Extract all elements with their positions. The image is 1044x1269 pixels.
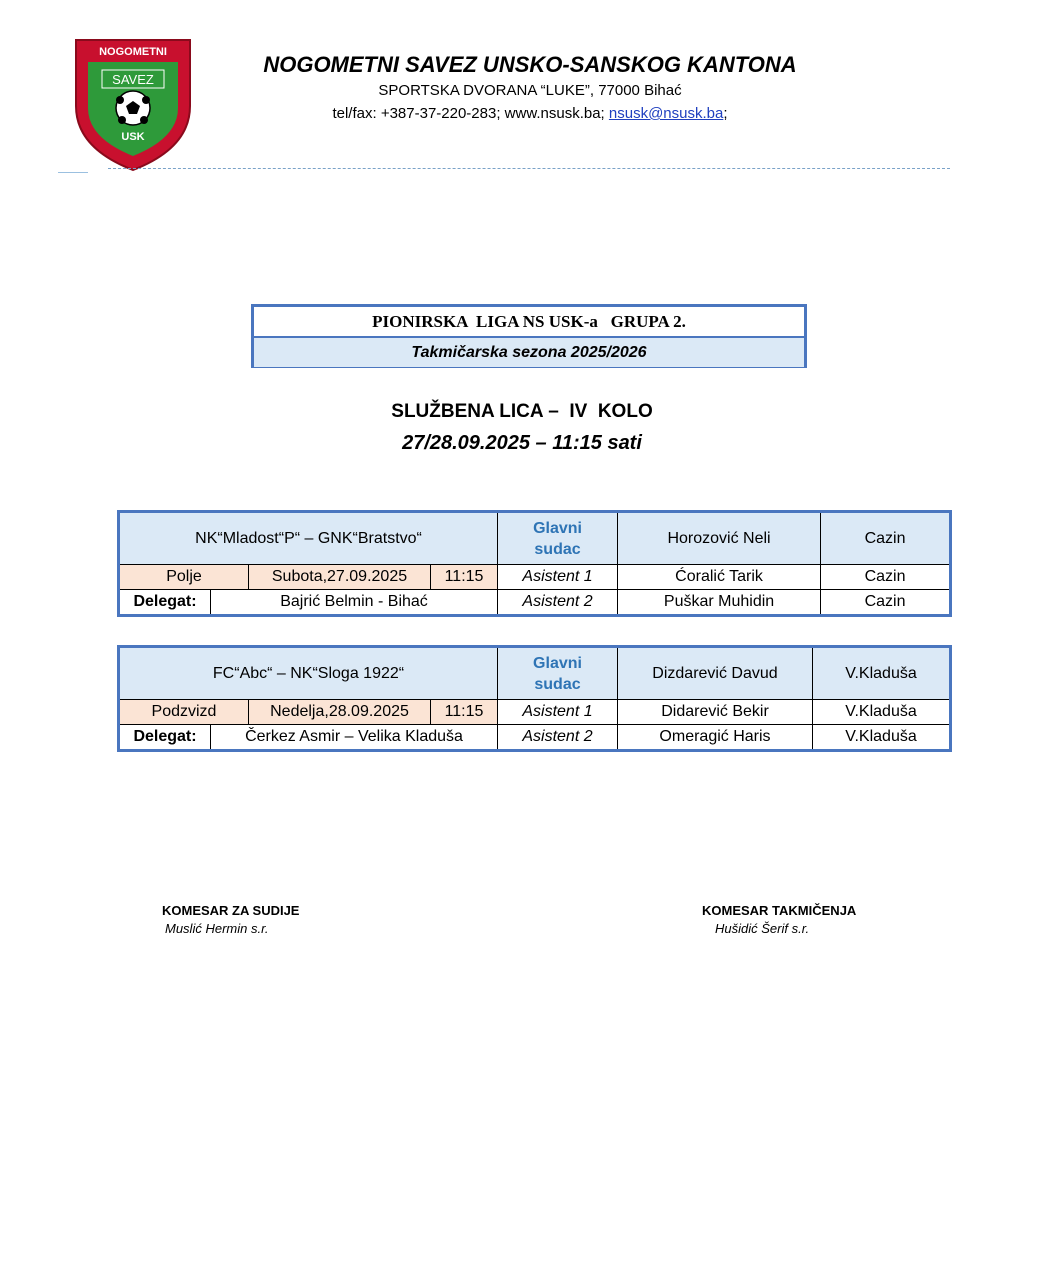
asistent2-label: Asistent 2 <box>498 590 618 616</box>
match-date: Nedelja,28.09.2025 <box>249 700 431 725</box>
league-box <box>251 304 807 368</box>
asistent1-name: Didarević Bekir <box>618 700 813 725</box>
asistent1-label: Asistent 1 <box>498 700 618 725</box>
match-time: 11:15 <box>431 700 498 725</box>
referee-name: Horozović Neli <box>618 512 821 565</box>
match-time: 11:15 <box>431 565 498 590</box>
glavni-sudac-label: Glavni sudac <box>498 512 618 565</box>
referee-name: Dizdarević Davud <box>618 647 813 700</box>
asistent2-label: Asistent 2 <box>498 725 618 751</box>
federation-logo <box>58 28 208 176</box>
signature-right-name: Hušidić Šerif s.r. <box>715 921 810 936</box>
asistent1-name: Ćoralić Tarik <box>618 565 821 590</box>
asistent2-city: V.Kladuša <box>813 725 951 751</box>
contact-phone-web: tel/fax: +387-37-220-283; www.nsusk.ba; <box>332 105 605 122</box>
signature-left <box>162 903 299 936</box>
logo-bottom-text: USK <box>121 131 145 143</box>
signature-left-name: Muslić Hermin s.r. <box>165 921 269 936</box>
asistent2-name: Puškar Muhidin <box>618 590 821 616</box>
referee-city: Cazin <box>821 512 951 565</box>
signature-left-title: KOMESAR ZA SUDIJE <box>162 903 300 918</box>
match-table <box>117 645 952 752</box>
asistent1-label: Asistent 1 <box>498 565 618 590</box>
match-teams: FC“Abc“ – NK“Sloga 1922“ <box>119 647 498 700</box>
delegat-name: Čerkez Asmir – Velika Kladuša <box>211 725 498 751</box>
league-season: Takmičarska sezona 2025/2026 <box>254 338 804 367</box>
league-title: PIONIRSKA LIGA NS USK-a GRUPA 2. <box>254 307 804 338</box>
asistent1-city: Cazin <box>821 565 951 590</box>
logo-top-text: NOGOMETNI <box>99 46 167 58</box>
match-date: Subota,27.09.2025 <box>249 565 431 590</box>
delegat-name: Bajrić Belmin - Bihać <box>211 590 498 616</box>
contact-email-link[interactable]: nsusk@nsusk.ba <box>608 105 724 122</box>
referee-city: V.Kladuša <box>813 647 951 700</box>
asistent2-city: Cazin <box>821 590 951 616</box>
asistent1-city: V.Kladuša <box>813 700 951 725</box>
header-divider-short <box>58 172 88 173</box>
round-title: SLUŽBENA LICA – IV KOLO <box>391 401 653 422</box>
org-address: SPORTSKA DVORANA “LUKE”, 77000 Bihać <box>378 82 682 99</box>
match-table <box>117 510 952 617</box>
contact-suffix: ; <box>723 105 728 122</box>
signature-right <box>702 903 856 936</box>
delegat-label: Delegat: <box>119 590 211 616</box>
header-divider <box>108 168 950 169</box>
delegat-label: Delegat: <box>119 725 211 751</box>
signature-right-title: KOMESAR TAKMIČENJA <box>702 903 857 918</box>
round-date: 27/28.09.2025 – 11:15 sati <box>402 432 642 454</box>
logo-middle-text: SAVEZ <box>112 72 154 87</box>
org-contact <box>230 105 830 122</box>
match-venue: Podzvizd <box>119 700 249 725</box>
match-teams: NK“Mladost“P“ – GNK“Bratstvo“ <box>119 512 498 565</box>
match-venue: Polje <box>119 565 249 590</box>
glavni-sudac-label: Glavni sudac <box>498 647 618 700</box>
asistent2-name: Omeragić Haris <box>618 725 813 751</box>
org-name: NOGOMETNI SAVEZ UNSKO-SANSKOG KANTONA <box>263 52 797 77</box>
